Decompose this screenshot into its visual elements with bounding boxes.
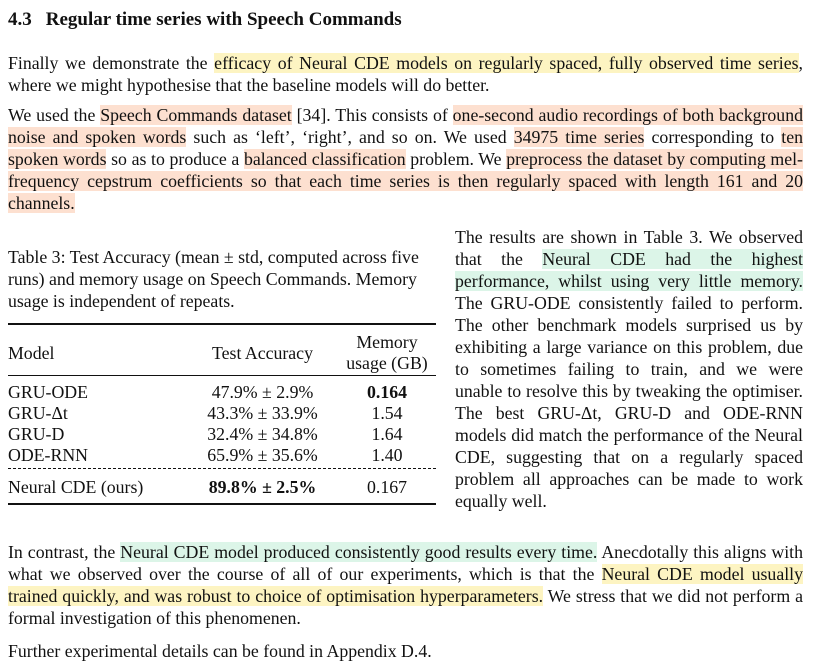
cell-memory: 1.64 [371,424,403,444]
cell-accuracy: 89.8% ± 2.5% [208,477,317,497]
table-dashed-rule [8,468,436,469]
results-paragraph [455,226,803,512]
text-span: problem. We [405,149,507,169]
header-accuracy: Test Accuracy [212,343,313,363]
text-span: Anecdotally this aligns with what we observed over the course of all of our experiments, which is that the [8,542,804,584]
header-model: Model [8,343,55,363]
text-span: We stress that we did not perform a formal investigation of this phenomenen. [8,586,803,628]
text-span: [34]. This consists of [291,105,453,125]
cell-memory: 1.40 [371,445,403,465]
text-span: The results are shown in Table 3. We observed that the [455,227,803,269]
highlight-orange: Speech Commands dataset [100,105,292,125]
highlight-orange: ten spoken words [8,127,804,169]
table-top-rule [8,323,436,325]
highlight-yellow: efficacy of Neural CDE models on regularly spaced, fully observed time series [214,53,799,73]
section-heading [8,8,402,32]
text-span: In contrast, the [8,542,121,562]
text-span: The GRU-ODE consistently failed to perform. The other benchmark models surprised us by exhibiting a large variance on this problem, due to sometimes failing to train, and we were unable to resolve this by tweaking the optimiser. The best GRU-Δt, GRU-D and ODE-RNN models did match the performance of the Neural CDE, suggesting that on a regularly spaced problem all approaches can be made to work equally well. [455,293,803,511]
cell-accuracy: 32.4% ± 34.8% [207,424,318,444]
paragraph-intro [8,52,803,96]
table-caption: Table 3: Test Accuracy (mean ± std, computed across five runs) and memory usage on Speech Commands. Memory usage is independent of repeats. [8,247,419,311]
cell-accuracy: 65.9% ± 35.6% [207,445,318,465]
highlight-yellow: Neural CDE model usually trained quickly, and was robust to choice of optimisation hyperparameters. [8,564,803,606]
cell-memory: 0.164 [366,382,407,402]
highlight-orange: 34975 time series [513,127,645,147]
header-memory-line2: usage (GB) [346,353,428,373]
cell-model: ODE-RNN [8,445,89,465]
paragraph-appendix: Further experimental details can be found in Appendix D.4. [8,641,432,661]
cell-model: GRU-Δt [8,403,68,423]
text-span: We used the [8,105,101,125]
text-span: Finally we demonstrate the [8,53,215,73]
highlight-green: Neural CDE model produced consistently good results every time. [120,542,598,562]
cell-model: GRU-ODE [8,382,89,402]
cell-memory: 0.167 [366,477,407,497]
header-memory-line1: Memory [356,332,418,352]
highlight-orange: one-second audio recordings of both background noise and spoken words [8,105,803,147]
section-number: 4.3 [8,9,32,30]
highlight-green: Neural CDE had the highest performance, whilst using very little memory. [455,249,803,291]
table-bottom-rule [8,503,436,505]
cell-accuracy: 47.9% ± 2.9% [211,382,314,402]
text-span: so as to produce a [106,149,244,169]
text-span: such as ‘left’, ‘right’, and so on. We used [186,127,514,147]
cell-accuracy: 43.3% ± 33.9% [207,403,318,423]
cell-memory: 1.54 [371,403,403,423]
section-title: Regular time series with Speech Commands [45,9,402,30]
cell-model: Neural CDE (ours) [8,477,144,497]
highlight-orange: balanced classification [243,149,406,169]
text-span: corresponding to [644,127,782,147]
table-mid-rule [8,375,436,376]
cell-model: GRU-D [8,424,65,444]
text-span: , where we might hypothesise that the baseline models will do better. [8,53,803,95]
paragraph-dataset [8,104,803,214]
paragraph-contrast [8,541,803,629]
highlight-orange: preprocess the dataset by computing mel-frequency cepstrum coefficients so that each time series is then regularly spaced with length 161 and 20 channels. [8,149,803,213]
